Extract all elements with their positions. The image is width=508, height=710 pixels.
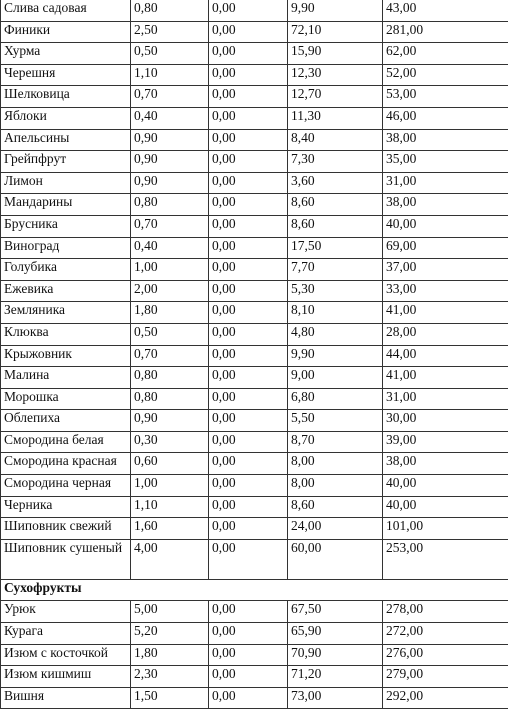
product-name-cell: Апельсины: [1, 129, 131, 151]
value-cell: 0,50: [131, 43, 209, 65]
table-row: [1, 687, 508, 709]
value-cell: 1,50: [131, 687, 209, 709]
value-cell: 0,70: [131, 215, 209, 237]
value-cell: 38,00: [383, 453, 508, 475]
value-cell: 8,40: [288, 129, 383, 151]
table-row: [1, 323, 508, 345]
value-cell: 1,10: [131, 64, 209, 86]
value-cell: 5,30: [288, 280, 383, 302]
section-title: Сухофрукты: [1, 579, 508, 601]
value-cell: 31,00: [383, 388, 508, 410]
value-cell: 0,00: [209, 623, 288, 645]
table-row: [1, 194, 508, 216]
value-cell: 5,00: [131, 601, 209, 623]
table-row: [1, 64, 508, 86]
value-cell: 276,00: [383, 644, 508, 666]
table-row: [1, 0, 508, 21]
product-name-cell: Мандарины: [1, 194, 131, 216]
table-row: [1, 302, 508, 324]
table-row: [1, 367, 508, 389]
table-row: [1, 172, 508, 194]
value-cell: 7,70: [288, 259, 383, 281]
product-name-cell: Шиповник свежий: [1, 518, 131, 540]
value-cell: 0,00: [209, 666, 288, 688]
value-cell: 62,00: [383, 43, 508, 65]
value-cell: 279,00: [383, 666, 508, 688]
product-name-cell: Грейпфрут: [1, 151, 131, 173]
value-cell: 0,00: [209, 86, 288, 108]
product-name-cell: Смородина черная: [1, 475, 131, 497]
value-cell: 67,50: [288, 601, 383, 623]
value-cell: 40,00: [383, 496, 508, 518]
product-name-cell: Клюква: [1, 323, 131, 345]
value-cell: 0,00: [209, 687, 288, 709]
value-cell: 1,00: [131, 475, 209, 497]
value-cell: 1,10: [131, 496, 209, 518]
product-name-cell: Морошка: [1, 388, 131, 410]
value-cell: 12,70: [288, 86, 383, 108]
table-row: [1, 215, 508, 237]
value-cell: 0,00: [209, 129, 288, 151]
table-row: [1, 539, 508, 579]
value-cell: 0,00: [209, 107, 288, 129]
product-name-cell: Шелковица: [1, 86, 131, 108]
table-row: [1, 496, 508, 518]
value-cell: 253,00: [383, 539, 508, 579]
value-cell: 0,90: [131, 410, 209, 432]
product-name-cell: Курага: [1, 623, 131, 645]
value-cell: 1,80: [131, 644, 209, 666]
value-cell: 12,30: [288, 64, 383, 86]
value-cell: 0,00: [209, 323, 288, 345]
value-cell: 24,00: [288, 518, 383, 540]
value-cell: 0,00: [209, 43, 288, 65]
product-name-cell: Черешня: [1, 64, 131, 86]
table-row: [1, 21, 508, 43]
value-cell: 0,40: [131, 107, 209, 129]
value-cell: 292,00: [383, 687, 508, 709]
value-cell: 11,30: [288, 107, 383, 129]
table-row: [1, 345, 508, 367]
value-cell: 33,00: [383, 280, 508, 302]
value-cell: 30,00: [383, 410, 508, 432]
table-row: [1, 623, 508, 645]
value-cell: 6,80: [288, 388, 383, 410]
value-cell: 272,00: [383, 623, 508, 645]
value-cell: 0,70: [131, 86, 209, 108]
value-cell: 3,60: [288, 172, 383, 194]
value-cell: 41,00: [383, 302, 508, 324]
value-cell: 70,90: [288, 644, 383, 666]
table-row: [1, 431, 508, 453]
value-cell: 46,00: [383, 107, 508, 129]
table-row: [1, 644, 508, 666]
product-name-cell: Земляника: [1, 302, 131, 324]
value-cell: 38,00: [383, 129, 508, 151]
table-row: [1, 388, 508, 410]
product-name-cell: Облепиха: [1, 410, 131, 432]
table-row: [1, 129, 508, 151]
value-cell: 0,80: [131, 0, 209, 21]
product-name-cell: Шиповник сушеный: [1, 539, 131, 579]
value-cell: 0,80: [131, 388, 209, 410]
value-cell: 281,00: [383, 21, 508, 43]
value-cell: 69,00: [383, 237, 508, 259]
value-cell: 0,00: [209, 475, 288, 497]
value-cell: 0,90: [131, 151, 209, 173]
value-cell: 31,00: [383, 172, 508, 194]
value-cell: 4,80: [288, 323, 383, 345]
value-cell: 0,90: [131, 172, 209, 194]
product-name-cell: Ежевика: [1, 280, 131, 302]
value-cell: 71,20: [288, 666, 383, 688]
value-cell: 9,90: [288, 0, 383, 21]
value-cell: 1,00: [131, 259, 209, 281]
value-cell: 39,00: [383, 431, 508, 453]
product-name-cell: Брусника: [1, 215, 131, 237]
value-cell: 4,00: [131, 539, 209, 579]
value-cell: 0,00: [209, 518, 288, 540]
value-cell: 0,00: [209, 345, 288, 367]
value-cell: 28,00: [383, 323, 508, 345]
product-name-cell: Виноград: [1, 237, 131, 259]
value-cell: 0,00: [209, 259, 288, 281]
product-name-cell: Яблоки: [1, 107, 131, 129]
table-body: [1, 0, 508, 709]
value-cell: 0,00: [209, 151, 288, 173]
product-name-cell: Крыжовник: [1, 345, 131, 367]
value-cell: 0,60: [131, 453, 209, 475]
product-name-cell: Изюм кишмиш: [1, 666, 131, 688]
value-cell: 0,00: [209, 64, 288, 86]
value-cell: 44,00: [383, 345, 508, 367]
value-cell: 2,30: [131, 666, 209, 688]
table-row: [1, 259, 508, 281]
value-cell: 0,30: [131, 431, 209, 453]
value-cell: 0,00: [209, 21, 288, 43]
value-cell: 2,50: [131, 21, 209, 43]
value-cell: 1,80: [131, 302, 209, 324]
product-name-cell: Финики: [1, 21, 131, 43]
value-cell: 0,00: [209, 194, 288, 216]
value-cell: 8,60: [288, 215, 383, 237]
product-name-cell: Вишня: [1, 687, 131, 709]
product-name-cell: Смородина красная: [1, 453, 131, 475]
table-row: [1, 453, 508, 475]
value-cell: 0,50: [131, 323, 209, 345]
product-name-cell: Голубика: [1, 259, 131, 281]
value-cell: 8,10: [288, 302, 383, 324]
value-cell: 43,00: [383, 0, 508, 21]
value-cell: 60,00: [288, 539, 383, 579]
table-row: [1, 151, 508, 173]
value-cell: 0,00: [209, 496, 288, 518]
value-cell: 37,00: [383, 259, 508, 281]
value-cell: 0,00: [209, 388, 288, 410]
value-cell: 35,00: [383, 151, 508, 173]
value-cell: 0,80: [131, 194, 209, 216]
value-cell: 7,30: [288, 151, 383, 173]
value-cell: 8,00: [288, 475, 383, 497]
product-name-cell: Черника: [1, 496, 131, 518]
value-cell: 2,00: [131, 280, 209, 302]
table-row: [1, 237, 508, 259]
value-cell: 73,00: [288, 687, 383, 709]
value-cell: 52,00: [383, 64, 508, 86]
value-cell: 40,00: [383, 475, 508, 497]
value-cell: 0,00: [209, 0, 288, 21]
value-cell: 38,00: [383, 194, 508, 216]
table-row: [1, 475, 508, 497]
value-cell: 9,90: [288, 345, 383, 367]
value-cell: 1,60: [131, 518, 209, 540]
value-cell: 5,20: [131, 623, 209, 645]
value-cell: 0,00: [209, 410, 288, 432]
value-cell: 5,50: [288, 410, 383, 432]
value-cell: 0,40: [131, 237, 209, 259]
table-row: [1, 666, 508, 688]
value-cell: 101,00: [383, 518, 508, 540]
table-row: [1, 601, 508, 623]
table-row: [1, 280, 508, 302]
value-cell: 65,90: [288, 623, 383, 645]
value-cell: 0,00: [209, 539, 288, 579]
value-cell: 8,00: [288, 453, 383, 475]
table-row: [1, 86, 508, 108]
value-cell: 8,60: [288, 194, 383, 216]
product-name-cell: Лимон: [1, 172, 131, 194]
value-cell: 0,00: [209, 215, 288, 237]
product-name-cell: Изюм с косточкой: [1, 644, 131, 666]
value-cell: 17,50: [288, 237, 383, 259]
value-cell: 72,10: [288, 21, 383, 43]
value-cell: 0,80: [131, 367, 209, 389]
value-cell: 0,00: [209, 237, 288, 259]
value-cell: 40,00: [383, 215, 508, 237]
product-name-cell: Слива садовая: [1, 0, 131, 21]
value-cell: 0,00: [209, 453, 288, 475]
value-cell: 0,00: [209, 302, 288, 324]
value-cell: 9,00: [288, 367, 383, 389]
value-cell: 0,70: [131, 345, 209, 367]
product-name-cell: Малина: [1, 367, 131, 389]
value-cell: 8,70: [288, 431, 383, 453]
table-row: [1, 107, 508, 129]
section-header-row: [1, 579, 508, 601]
value-cell: 0,00: [209, 431, 288, 453]
value-cell: 0,00: [209, 172, 288, 194]
value-cell: 0,00: [209, 644, 288, 666]
value-cell: 8,60: [288, 496, 383, 518]
table-row: [1, 410, 508, 432]
value-cell: 15,90: [288, 43, 383, 65]
table-row: [1, 43, 508, 65]
value-cell: 0,00: [209, 367, 288, 389]
value-cell: 0,90: [131, 129, 209, 151]
product-name-cell: Хурма: [1, 43, 131, 65]
value-cell: 41,00: [383, 367, 508, 389]
value-cell: 0,00: [209, 601, 288, 623]
value-cell: 53,00: [383, 86, 508, 108]
value-cell: 278,00: [383, 601, 508, 623]
table-row: [1, 518, 508, 540]
product-name-cell: Урюк: [1, 601, 131, 623]
product-name-cell: Смородина белая: [1, 431, 131, 453]
value-cell: 0,00: [209, 280, 288, 302]
